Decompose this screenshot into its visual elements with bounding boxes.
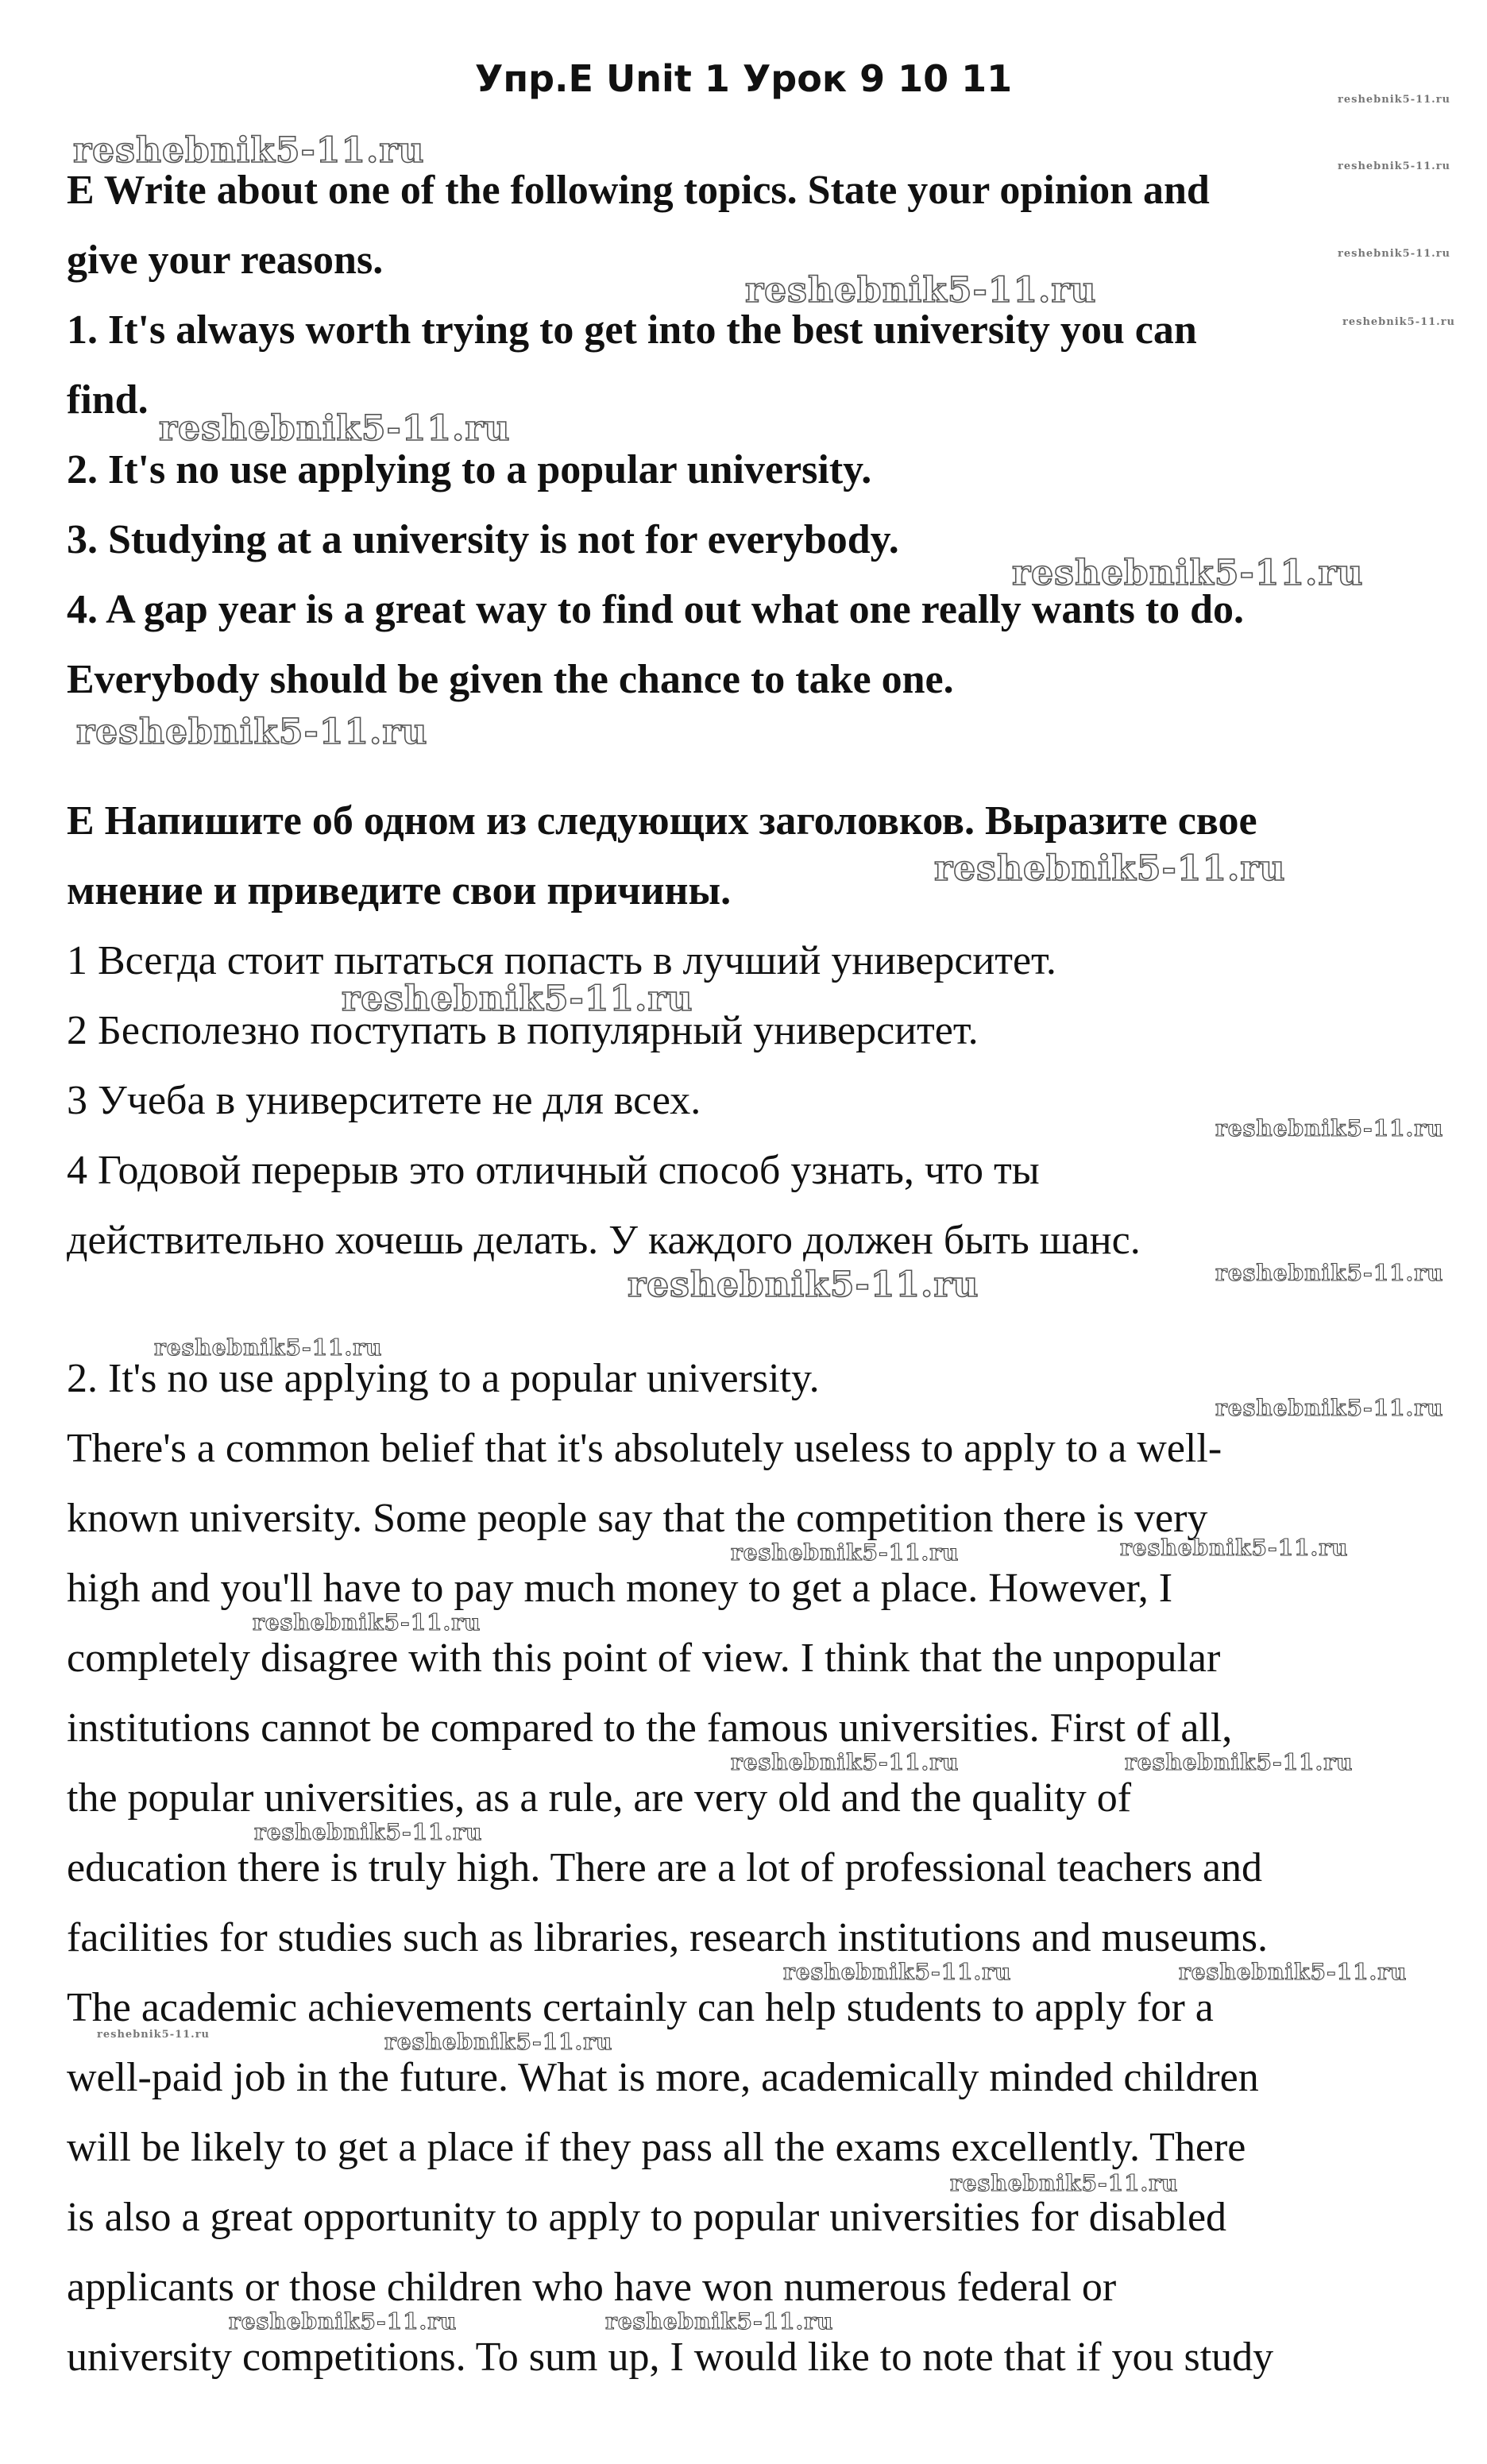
essay-line: university competitions. To sum up, I would like to note that if you study	[67, 2335, 1274, 2380]
essay-line: facilities for studies such as libraries, research institutions and museums.	[67, 1915, 1268, 1960]
watermark: reshebnik5-11.ru	[1125, 1749, 1354, 1775]
watermark: reshebnik5-11.ru	[229, 2308, 458, 2335]
essay-line: the popular universities, as a rule, are very old and the quality of	[67, 1775, 1132, 1821]
watermark: reshebnik5-11.ru	[159, 408, 511, 449]
watermark: reshebnik5-11.ru	[783, 1959, 1012, 1985]
task-ru-item: 2 Бесполезно поступать в популярный университет.	[67, 1008, 979, 1053]
watermark: reshebnik5-11.ru	[384, 2029, 613, 2055]
watermark: reshebnik5-11.ru	[73, 130, 425, 171]
essay-line: known university. Some people say that the competition there is very	[67, 1496, 1208, 1541]
essay-line: is also a great opportunity to apply to popular universities for disabled	[67, 2195, 1227, 2240]
watermark: reshebnik5-11.ru	[1215, 1260, 1444, 1286]
watermark: reshebnik5-11.ru	[1338, 160, 1451, 172]
task-en-line: E Write about one of the following topics. State your opinion and	[67, 168, 1210, 213]
essay-line: education there is truly high. There are a lot of professional teachers and	[67, 1845, 1263, 1890]
watermark: reshebnik5-11.ru	[1338, 94, 1451, 106]
watermark: reshebnik5-11.ru	[731, 1539, 960, 1566]
task-ru-heading: мнение и приведите свои причины.	[67, 868, 732, 913]
task-ru-heading: E Напишите об одном из следующих заголовков. Выразите свое	[67, 798, 1257, 844]
watermark: reshebnik5-11.ru	[97, 2029, 210, 2041]
task-en-line: 2. It's no use applying to a popular university.	[67, 447, 872, 492]
task-en-line: give your reasons.	[67, 238, 384, 283]
essay-line: high and you'll have to pay much money to get a place. However, I	[67, 1566, 1173, 1611]
watermark: reshebnik5-11.ru	[950, 2170, 1179, 2196]
watermark: reshebnik5-11.ru	[745, 270, 1097, 311]
task-ru-item: 4 Годовой перерыв это отличный способ узнать, что ты	[67, 1148, 1040, 1193]
essay-line: The academic achievements certainly can help students to apply for a	[67, 1985, 1214, 2030]
task-ru-item: 3 Учеба в университете не для всех.	[67, 1078, 701, 1123]
essay-line: will be likely to get a place if they pass all the exams excellently. There	[67, 2125, 1246, 2170]
task-ru-item: 1 Всегда стоит пытаться попасть в лучший университет.	[67, 938, 1056, 983]
watermark: reshebnik5-11.ru	[605, 2308, 834, 2335]
task-en-line: find.	[67, 377, 149, 423]
essay-line: completely disagree with this point of view. I think that the unpopular	[67, 1636, 1221, 1681]
watermark: reshebnik5-11.ru	[154, 1334, 383, 1361]
watermark: reshebnik5-11.ru	[1120, 1535, 1349, 1561]
watermark: reshebnik5-11.ru	[76, 712, 428, 752]
task-en-line: 1. It's always worth trying to get into the best university you can	[67, 307, 1197, 353]
watermark: reshebnik5-11.ru	[254, 1819, 483, 1845]
essay-line: There's a common belief that it's absolutely useless to apply to a well-	[67, 1426, 1222, 1471]
task-en-line: 4. A gap year is a great way to find out what one really wants to do.	[67, 587, 1245, 632]
watermark: reshebnik5-11.ru	[934, 848, 1286, 889]
watermark: reshebnik5-11.ru	[1338, 248, 1451, 260]
essay-title: 2. It's no use applying to a popular university.	[67, 1356, 820, 1401]
watermark: reshebnik5-11.ru	[731, 1749, 960, 1775]
task-en-line: Everybody should be given the chance to take one.	[67, 657, 954, 702]
task-ru-item: действительно хочешь делать. У каждого должен быть шанс.	[67, 1218, 1141, 1263]
watermark: reshebnik5-11.ru	[1342, 316, 1456, 328]
watermark: reshebnik5-11.ru	[1179, 1959, 1408, 1985]
essay-line: well-paid job in the future. What is more, academically minded children	[67, 2055, 1259, 2100]
watermark: reshebnik5-11.ru	[1215, 1395, 1444, 1421]
watermark: reshebnik5-11.ru	[628, 1265, 979, 1305]
watermark: reshebnik5-11.ru	[342, 979, 693, 1019]
watermark: reshebnik5-11.ru	[253, 1609, 481, 1636]
task-en-line: 3. Studying at a university is not for everybody.	[67, 517, 899, 562]
watermark: reshebnik5-11.ru	[1012, 553, 1364, 593]
watermark: reshebnik5-11.ru	[1215, 1115, 1444, 1141]
essay-line: applicants or those children who have won numerous federal or	[67, 2265, 1117, 2310]
essay-line: institutions cannot be compared to the famous universities. First of all,	[67, 1705, 1233, 1751]
page-title: Упр.E Unit 1 Урок 9 10 11	[474, 57, 1013, 100]
